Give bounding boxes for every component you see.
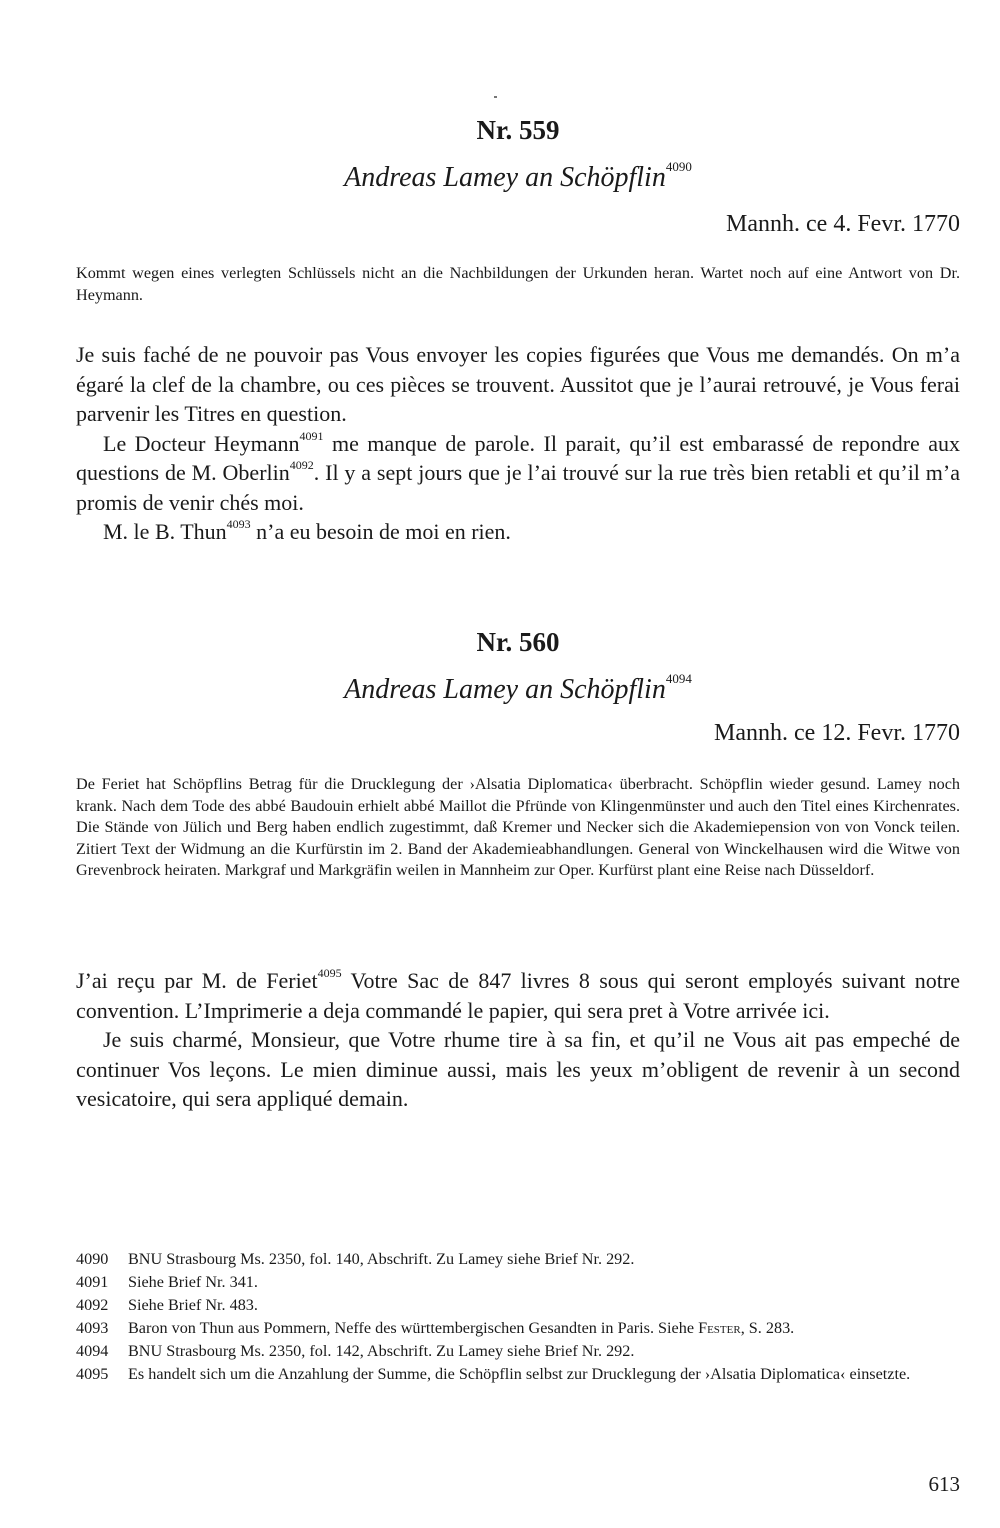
text-run: J’ai reçu par M. de Feriet (76, 968, 318, 993)
footnote-ref: 4091 (299, 428, 324, 443)
print-mark (494, 96, 497, 98)
footnote (76, 1363, 960, 1386)
paragraph: Je suis faché de ne pouvoir pas Vous envoyer les copies figurées que Vous me demandés. On m’a égaré la clef de la chambre, ou ces pièces se trouvent. Aussitot que je l’aurai retrouvé, je Vous ferai parvenir les Titres en question. (76, 342, 960, 426)
paragraph (76, 429, 960, 518)
footnote (76, 1271, 960, 1294)
letter-date: Mannh. ce 4. Fevr. 1770 (726, 211, 960, 237)
paragraph (76, 517, 960, 547)
footnote-text (128, 1317, 960, 1340)
footnote-number: 4094 (76, 1342, 109, 1360)
letter-title (76, 159, 960, 194)
text-run: Baron von Thun aus Pommern, Neffe des württembergischen Gesandten in Paris. Siehe (128, 1319, 699, 1337)
footnote-number: 4090 (76, 1250, 109, 1268)
footnote-number: 4091 (76, 1273, 109, 1291)
text-run: M. le B. Thun (103, 519, 227, 544)
page-number: 613 (928, 1472, 960, 1496)
text-run: n’a eu besoin de moi en rien. (250, 519, 511, 544)
footnote-ref: 4095 (317, 966, 342, 980)
paragraph (76, 966, 960, 1025)
footnote-ref: 4094 (665, 671, 692, 686)
footnote-text: BNU Strasbourg Ms. 2350, fol. 140, Abschrift. Zu Lamey siehe Brief Nr. 292. (128, 1250, 635, 1268)
footnote (76, 1248, 960, 1271)
footnote (76, 1294, 960, 1317)
paragraph: Je suis charmé, Monsieur, que Votre rhume tire à sa fin, et qu’il ne Vous ait pas empeché de continuer Vos leçons. Le mien diminue aussi, mais les yeux m’obligent de revenir à un second vesicatoire, qui sera appliqué demain. (76, 1027, 960, 1111)
letter-title-text: Andreas Lamey an Schöpflin (344, 162, 666, 193)
footnote (76, 1340, 960, 1363)
footnote-text: Siehe Brief Nr. 483. (128, 1296, 258, 1314)
author-name: Fester (698, 1319, 741, 1337)
letter-body (76, 340, 960, 547)
text-run: , S. 283. (740, 1319, 795, 1337)
text-run: Le Docteur Heymann (103, 430, 300, 456)
letter-title-text: Andreas Lamey an Schöpflin (344, 674, 666, 705)
footnote-ref: 4092 (289, 458, 314, 472)
letter-summary: De Feriet hat Schöpflins Betrag für die Drucklegung der ›Alsatia Diplomatica‹ überbracht. Schöpflin wieder gesund. Lamey noch krank. Nach dem Tode des abbé Baudouin erhielt abbé Maillot die Pfründe von Klingenmünster und auch den Titel eines Kirchenrates. Die Stände von Jülich und Berg haben endlich zugestimmt, daß Kremer und Necker sich die Akademiepension von von Vonck teilen. Zitiert Text der Widmung an die Kurfürstin im 2. Band der Akademieabhandlungen. General von Winckelhausen wird die Witwe von Grevenbrock heiraten. Markgraf und Markgräfin weilen in Mannheim zur Oper. Kurfürst plant eine Reise nach Düsseldorf. (76, 775, 960, 879)
footnote-text: Es handelt sich um die Anzahlung der Summe, die Schöpflin selbst zur Drucklegung der ›Alsatia Diplomatica‹ einsetzte. (128, 1365, 911, 1383)
text-run: . Il y a sept jours que je l’ai trouvé sur la rue très bien retabli et qu’il m’a promis de venir chés moi. (76, 460, 960, 515)
text-run: Votre Sac de 847 livres 8 sous qui seront employés suivant notre convention. L’Imprimerie a deja commandé le papier, qui sera pret à Votre arrivée ici. (76, 968, 960, 1023)
footnote-text: Siehe Brief Nr. 341. (128, 1273, 258, 1291)
footnote-number: 4092 (76, 1296, 109, 1314)
text-run: me manque de parole. Il parait, qu’il est embarassé de repondre aux questions de M. Oberlin (76, 430, 961, 485)
letter-title (76, 671, 960, 706)
footnotes (76, 1248, 960, 1386)
letter-number: Nr. 560 (476, 627, 560, 657)
footnote-ref: 4093 (226, 517, 251, 531)
footnote-number: 4095 (76, 1365, 109, 1383)
footnote (76, 1317, 960, 1340)
letter-body (76, 966, 960, 1114)
letter-date: Mannh. ce 12. Fevr. 1770 (714, 720, 960, 746)
footnote-ref: 4090 (665, 159, 692, 174)
footnote-text: BNU Strasbourg Ms. 2350, fol. 142, Abschrift. Zu Lamey siehe Brief Nr. 292. (128, 1342, 635, 1360)
letter-number: Nr. 559 (476, 115, 560, 145)
letter-summary: Kommt wegen eines verlegten Schlüssels nicht an die Nachbildungen der Urkunden heran. Wartet noch auf eine Antwort von Dr. Heymann. (76, 264, 960, 304)
footnote-number: 4093 (76, 1319, 109, 1337)
page (76, 0, 960, 1528)
